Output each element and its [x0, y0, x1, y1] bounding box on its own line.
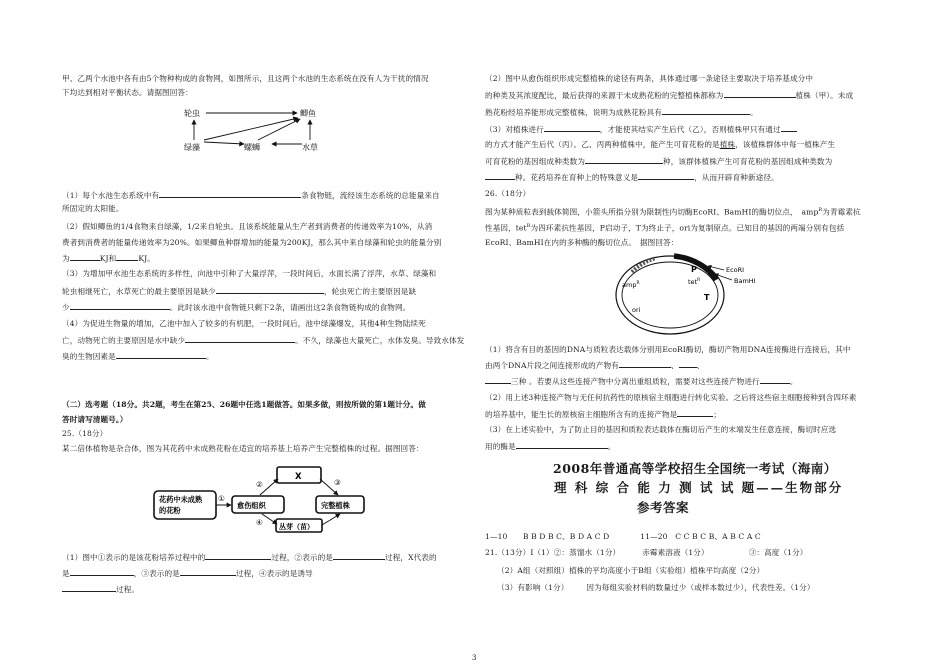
section2-heading-line2: 答时请写清题号。）	[62, 415, 128, 424]
plasmid-diagram	[612, 250, 790, 340]
ecori-site-label: EcoRI	[726, 266, 745, 274]
r-blank9[interactable]	[679, 359, 697, 368]
r-line6: 可育花粉的基因组成种类数为 种，该群体植株产生可育花粉的基因组成种类数为	[485, 157, 833, 166]
amp-gene-label: amp$^R$	[622, 281, 640, 289]
terminator-label: T	[704, 293, 710, 302]
q2-blank1[interactable]	[70, 252, 100, 261]
food-web-snail: 螺蛳	[244, 143, 260, 152]
r-blank13[interactable]	[516, 440, 608, 449]
q3-blank2[interactable]	[70, 301, 170, 310]
answers-choice: 1—10 B B D B C、B D A C D 11—20 C C B C B、A B C A C	[485, 532, 761, 541]
q25-number: 25.（18分）	[62, 429, 108, 438]
promoter-label: P	[691, 265, 697, 274]
q4-blank2[interactable]	[116, 350, 206, 359]
r-line3: 熟花粉经培养能形成完整植株，说明为成熟花粉具有 。	[485, 108, 758, 117]
q25-blank5[interactable]	[62, 583, 116, 592]
r-line5: 的方式才能产生后代（丙）。乙、丙两种植株中，能产生可育花粉的是植株，该植株群体中每一植株产生	[485, 140, 836, 149]
answers-21-line2: （2）A组（对照组）植株的平均高度小于B组（实验组）植株平均高度（2分）	[497, 566, 765, 575]
r-line4: （3）对植株进行 ，才能使其结实产生后代（乙），否则植株甲只有通过	[485, 123, 797, 135]
svg-text:①: ①	[218, 494, 225, 503]
q25-blank3[interactable]	[70, 567, 134, 576]
r-line14: （2）用上述3种连接产物与无任何抗药性的原核宿主细胞进行转化实验。之后将这些宿主细胞接种到含四环素	[485, 393, 857, 402]
exam-title: 2008年普通高等学校招生全国统一考试（海南）	[553, 461, 837, 476]
pollen-box-line2: 的花粉	[159, 506, 181, 515]
r-blank11[interactable]	[760, 375, 790, 384]
r-line10: EcoRI、BamHI在内的多种酶的酶切位点。 据图回答：	[485, 238, 679, 247]
section2-heading-line1: （二）选考题（18分。共2题，考生在第25、26题中任选1题做答。如果多做，则按所做的第1题计分。做	[62, 400, 426, 409]
q3-line2: 轮虫相继死亡，水草死亡的最主要原因是缺少 ，轮虫死亡的主要原因是缺	[62, 287, 417, 296]
r-line16: （3）在上述实验中，为了防止目的基因和质粒表达载体在酶切后产生的末端发生任意连接，酶切时应选	[485, 425, 837, 434]
q3-line1: （3）为增加甲水池生态系统的多样性，向池中引种了大量浮萍，一段时间后，水面长满了浮萍，水草、绿藻和	[62, 269, 437, 278]
question-intro-line2: 下均达到相对平衡状态。请据图回答：	[62, 88, 193, 97]
pollen-box-line1: 花药中未成熟	[159, 495, 203, 504]
food-web-rotifer: 轮虫	[184, 109, 200, 118]
q1-line1: （1）每个水池生态系统中有 条食物链，流经该生态系统的总能量来自	[62, 191, 440, 200]
r-line11: （1）将含有目的基因的DNA与质粒表达载体分别用EcoRI酶切，酶切产物用DNA连接酶进行连接后，其中	[485, 345, 851, 354]
r-blank5[interactable]	[585, 155, 663, 164]
r-blank8[interactable]	[619, 359, 671, 368]
r-blank1[interactable]	[724, 89, 796, 98]
q1-line2: 所固定的太阳能。	[62, 204, 124, 213]
food-web-crucian-carp: 鲫鱼	[300, 109, 316, 118]
q2-line2: 费者到消费者的能量传递效率为20%。如果鲫鱼种群增加的能量为200KJ，那么其中来自绿藻和轮虫的能量分别	[62, 238, 442, 247]
r-line2: 的种类及其浓度配比，最后获得的来源于未成熟花粉的完整植株都称为 植株（甲）。未成	[485, 91, 854, 100]
r-line7: 种。花药培养在育种上的特殊意义是 ，从而开辟育种新途径。	[485, 171, 779, 183]
tet-gene-label: tet$^R$	[688, 278, 701, 286]
q2-line1: （2）假如鲫鱼的1/4食物来自绿藻，1/2来自轮虫。且该系统能量从生产者到消费者的传递效率为10%，从消	[62, 222, 433, 231]
r-blank6[interactable]	[485, 171, 515, 180]
q25-1-line1: （1）图中①表示的是该花粉培养过程中的 过程，②表示的是 过程，X代表的	[62, 553, 437, 562]
q25-blank2[interactable]	[333, 551, 385, 560]
q25-blank1[interactable]	[205, 551, 271, 560]
q25-1-line2: 是 ，③表示的是 过程，④表示的是诱导	[62, 569, 313, 578]
r-line12: 由两个DNA片段之间连接形成的产物有 、 、	[485, 361, 705, 370]
q4-line2: 亡，动物死亡的主要原因是水中缺少 。不久，绿藻也大量死亡，水体发臭。导致水体发	[62, 336, 465, 345]
r-blank4[interactable]	[781, 123, 797, 132]
answer-key-title: 参考答案	[637, 500, 690, 515]
food-web-green-algae: 绿藻	[184, 143, 200, 152]
r-line9: 性基因，tet$^R$为四环素抗性基因，P启动子，T为终止子，ori为复制原点。已知目的基因的两端分别有包括	[485, 223, 845, 233]
tissue-culture-diagram	[150, 463, 380, 533]
q4-line1: （4）为促进生物量的增加，乙池中加入了较多的有机肥，一段时间后，池中绿藻爆发，其他4种生物陆续死	[62, 319, 426, 328]
question-intro-line1: 甲、乙两个水池中各有由5个物种构成的食物网，如图所示，且这两个水池的生态系统在没有人为干扰的情况	[62, 74, 429, 83]
answers-21-line3: （3）有影响（1分） 因为每组实验材料的数量过少（或样本数过少），代表性差。（1分）	[497, 583, 815, 592]
q25-1-line3: 过程。	[62, 583, 139, 595]
q3-blank1[interactable]	[216, 285, 324, 294]
seedling-box: 丛芽（苗）	[279, 523, 314, 531]
r-line17: 用的酶是 。	[485, 442, 616, 451]
q2-line3: 为 KJ和 KJ。	[62, 254, 155, 263]
r-line15: 的培养基中，能生长的原核宿主细胞所含有的连接产物是 ；	[485, 410, 722, 419]
r-line1: （2）图中从愈伤组织形成完整植株的途径有两条，具体通过哪一条途径主要取决于培养基成分中	[485, 74, 814, 83]
r-blank12[interactable]	[677, 408, 713, 417]
r-blank3[interactable]	[544, 123, 600, 132]
q4-line3: 臭的生物因素是 。	[62, 352, 214, 361]
q1-blank1[interactable]	[159, 189, 301, 198]
q2-blank2[interactable]	[116, 252, 138, 261]
food-web-water-grass: 水草	[302, 143, 318, 152]
svg-text:④: ④	[256, 518, 263, 527]
svg-text:③: ③	[334, 478, 341, 487]
x-box: X	[295, 472, 302, 482]
r-blank2[interactable]	[662, 106, 750, 115]
r-line13: 三种 。若要从这些连接产物中分离出重组质粒，需要对这些连接产物进行 。	[485, 375, 797, 387]
answers-21-line1: 21.（13分）Ⅰ（1）②：蒸馏水（1分） 赤霉素溶液（1分） ③：高度（1分）	[485, 548, 808, 557]
q25-blank4[interactable]	[180, 567, 236, 576]
r-blank7[interactable]	[638, 171, 694, 180]
whole-plant-box: 完整植株	[321, 501, 350, 510]
callus-box: 愈伤组织	[237, 501, 266, 510]
q26-number: 26.（18分）	[485, 189, 531, 198]
food-web-diagram	[180, 104, 340, 156]
q4-blank1[interactable]	[185, 334, 295, 343]
q25-intro: 某二倍体植物是杂合体，图为其花药中未成熟花粉在适宜的培养基上培养产生完整植株的过程。据图回答：	[62, 444, 424, 453]
page-number: 3	[472, 654, 477, 662]
ori-label: ori	[632, 306, 641, 314]
svg-text:②: ②	[256, 480, 263, 489]
exam-subtitle: 理 科 综 合 能 力 测 试 试 题——生物部分	[554, 480, 844, 495]
r-blank10[interactable]	[485, 375, 511, 384]
q3-line3: 少 。此时该水池中食物链只剩下2条，请画出这2条食物链构成的食物网。	[62, 303, 411, 312]
bamhi-site-label: BamHI	[734, 277, 756, 285]
r-line8: 图为某种质粒表到载体简图，小箭头所指分别为限制性内切酶EcoRI、BamHI的酶切位点， amp$^R$为青霉素抗	[485, 207, 861, 217]
